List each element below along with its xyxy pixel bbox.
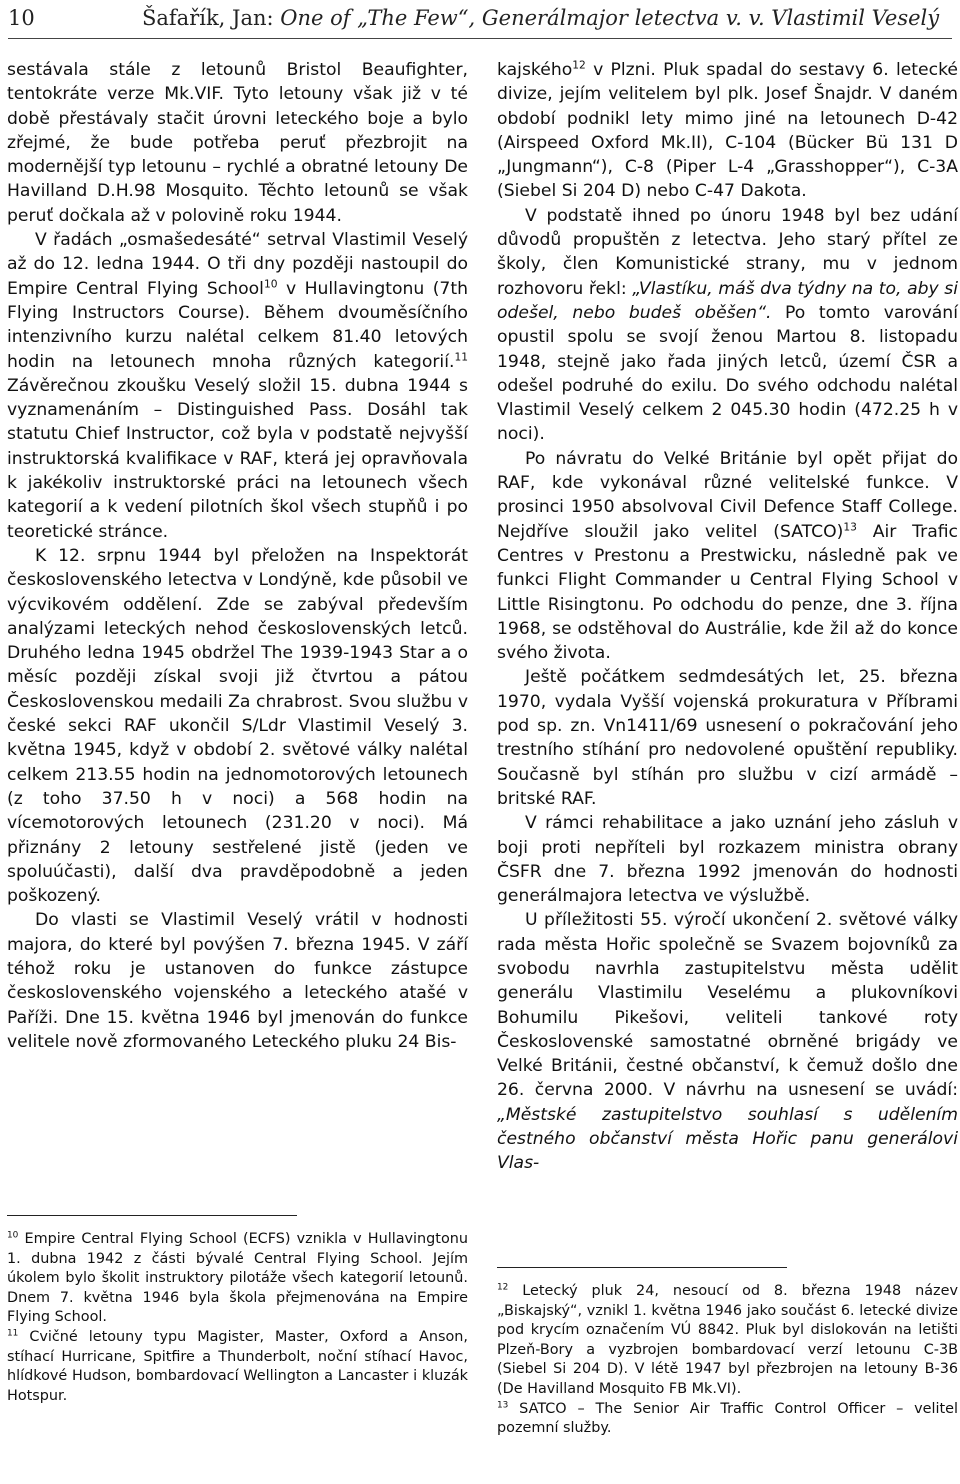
running-title-work: One of „The Few“, Generálmajor letectva v. v. Vlastimil Veselý [280, 6, 940, 30]
footnote-text: Letecký pluk 24, nesoucí od 8. března 1948 název „Biskajský“, vznikl 1. května 1946 jako součást 6. letecké divize pod krycím označením VÚ 8842. Pluk byl dislokován na letišti Plzeň-Bory a vyzbrojen bombardovací verzí letounu C-3B (Siebel Si 204 D). V létě 1947 byl přezbrojen na letouny B-36 (De Havilland Mosquito FB Mk.VI). [497, 1283, 958, 1397]
paragraph: K 12. srpnu 1944 byl přeložen na Inspektorát československého letectva v Londýně, kde působil ve výcvikovém oddělení. Zde se zabýval především analýzami leteckých nehod československých letců. Druhého ledna 1945 obdržel The 1939-1943 Star a o měsíc později získal svoji již čtvrtou a pátou Československou medaili Za chrabrost. Svou službu v české sekci RAF ukončil S/Ldr Vlastimil Veselý 3. května 1945, když v období 2. světové války nalétal celkem 213.55 hodin na jednomotorových letounech (z toho 37.50 h v noci) a 568 hodin na vícemotorových letounech (231.20 v noci). Má přiznány 2 letouny sestřelené jistě (jeden ve spoluúčasti), další dva pravděpodobně a jeden poškozený. [7, 545, 468, 907]
footnote-text: Empire Central Flying School (ECFS) vznikla v Hullavingtonu 1. dubna 1942 z části bývalé Central Flying School. Jejím úkolem bylo školit instruktory pilotáže všech kategorií letounů. Dnem 7. května 1946 byla škola přejmenována na Empire Flying School. [7, 1231, 468, 1326]
footnote-rule [497, 1267, 787, 1268]
paragraph: Do vlasti se Vlastimil Veselý vrátil v hodnosti majora, do které byl povýšen 7. března 1945. V září téhož roku je ustanoven do funkce zástupce československého vojenského a leteckého atašé v Paříži. Dne 15. května 1946 byl jmenován do funkce velitele nově zformovaného Leteckého pluku 24 Bis- [7, 910, 468, 1052]
paragraph-text: v Plzni. Pluk spadal do sestavy 6. letecké divize, jejím velitelem byl plk. Josef Šnajdr. V daném období podnikl lety mimo jiné na letounech D-42 (Airspeed Oxford Mk.II), C-104 (Bücker Bü 131 D „Jungmann“), C-8 (Piper L-4 „Grasshopper“), C-3A (Siebel Si 204 D) nebo C-47 Dakota. [497, 60, 958, 202]
footnote-number: 11 [7, 1328, 19, 1339]
right-column [497, 58, 958, 1176]
footnote-10 [7, 1230, 468, 1328]
paragraph: Ještě počátkem sedmdesátých let, 25. března 1970, vydala Vyšší vojenská prokuratura v Příbrami pod sp. zn. Vn1411/69 usnesení o pokračování jeho trestního stíhání pro nedovolené opuštění republiky. Současně byl stíhán pro službu v cizí armádě – britské RAF. [497, 667, 958, 809]
footnote-ref-13[interactable]: 13 [843, 520, 857, 534]
paragraph-text: U příležitosti 55. výročí ukončení 2. světové války rada města Hořic společně se Svazem bojovníků za svobodu navrhla zastupitelstvu města udělit generálu Vlastimilu Veselému a plukovníkovi Bohumilu Pikešovi, veliteli tankové roty Československé samostatné obrněné brigády ve Velké Británii, čestné občanství, k čemuž došlo dne 26. června 2000. V návrhu na usnesení se uvádí: [497, 910, 958, 1101]
left-column [7, 58, 468, 1054]
paragraph-text: Závěrečnou zkoušku Veselý složil 15. dubna 1944 s vyznamenáním – Distinguished Pass. Dosáhl tak statutu Chief Instructor, což byla v podstatě nejvyšší instruktorská kvalifikace v RAF, která jej opravňovala k jakékoliv instruktorské práci na letounech všech kategorií a k vedení pilotních škol všech stupňů i po teoretické stránce. [7, 375, 468, 542]
footnotes-right [497, 1267, 958, 1439]
footnote-ref-10[interactable]: 10 [263, 277, 278, 291]
paragraph: V rámci rehabilitace a jako uznání jeho zásluh v boji proti nepříteli byl rozkazem ministra obrany ČSFR dne 7. března 1992 jmenován do hodnosti generálmajora letectva ve výslužbě. [497, 813, 958, 907]
footnote-number: 10 [7, 1230, 19, 1241]
paragraph [497, 58, 958, 204]
paragraph: sestávala stále z letounů Bristol Beaufighter, tentokráte verze Mk.VIF. Tyto letouny však již v té době přestávaly stačit úrovni leteckého boje a bylo zřejmé, že bude potřeba peruť přezbrojit na modernější typ letounu – rychlé a obratné letouny De Havilland D.H.98 Mosquito. Těchto letounů se však peruť dočkala až v polovině roku 1944. [7, 60, 468, 226]
quotation: „Městské zastupitelstvo souhlasí s udělením čestného občanství města Hořic panu generálovi Vlas- [497, 1104, 958, 1174]
paragraph [497, 908, 958, 1175]
paragraph [7, 228, 468, 544]
quotation: „Vlastíku, máš dva týdny na to, aby si odešel, nebo budeš oběšen“. [497, 278, 958, 323]
footnote-ref-11[interactable]: 11 [454, 350, 468, 364]
paragraph-text: Po návratu do Velké Británie byl opět přijat do RAF, kde vykonával různé velitelské funkce. V prosinci 1950 absolvoval Civil Defence Staff College. Nejdříve sloužil jako velitel (SATCO) [497, 448, 958, 542]
running-title [142, 6, 939, 30]
paragraph-text: Po tomto varování opustil spolu se svojí ženou Martou 8. listopadu 1948, stejně jako řada jiných letců, území ČSR a odešel podruhé do exilu. Do svého odchodu nalétal Vlastimil Veselý celkem 2 045.30 hodin (472.25 h v noci). [497, 302, 958, 445]
footnote-11 [7, 1328, 468, 1406]
running-title-author: Šafařík, Jan: [142, 6, 281, 30]
header-rule [8, 38, 952, 39]
footnote-ref-12[interactable]: 12 [572, 58, 586, 72]
footnotes-left [7, 1215, 468, 1406]
footnote-12 [497, 1282, 958, 1400]
paragraph-text: v Hullavingtonu (7th Flying Instructors Course). Během dvouměsíčního intenzivního kurzu nalétal celkem 81.40 letových hodin na letounech mnoha různých kategorií. [7, 278, 468, 372]
footnote-number: 12 [497, 1282, 509, 1293]
footnote-number: 13 [497, 1400, 509, 1411]
footnote-text: Cvičné letouny typu Magister, Master, Oxford a Anson, stíhací Hurricane, Spitfire a Thunderbolt, noční stíhací Havoc, hlídkové Hudson, bombardovací Wellington a Lancaster i kluzák Hotspur. [7, 1328, 468, 1404]
page-number: 10 [8, 6, 35, 30]
footnote-13 [497, 1400, 958, 1439]
paragraph-text: kajského [497, 60, 573, 80]
footnote-rule [7, 1215, 297, 1216]
paragraph-text: Air Trafic Centres v Prestonu a Prestwicku, následně pak ve funkci Flight Commander u Central Flying School v Little Risingtonu. Po odchodu do penze, dne 3. října 1968, se odstěhoval do Austrálie, kde žil až do konce svého života. [497, 521, 958, 664]
page-header [8, 4, 952, 40]
paragraph [497, 204, 958, 447]
footnote-text: SATCO – The Senior Air Traffic Control Officer – velitel pozemní služby. [497, 1400, 958, 1437]
paragraph-text: V podstatě ihned po únoru 1948 byl bez udání důvodů propuštěn z letectva. Jeho starý přítel ze školy, člen Komunistické strany, mu v jednom rozhovoru řekl: [497, 205, 958, 299]
paragraph [497, 447, 958, 666]
paragraph-text: V řadách „osmašedesáté“ setrval Vlastimil Veselý až do 12. ledna 1944. O tři dny později nastoupil do Empire Central Flying School [7, 230, 468, 299]
